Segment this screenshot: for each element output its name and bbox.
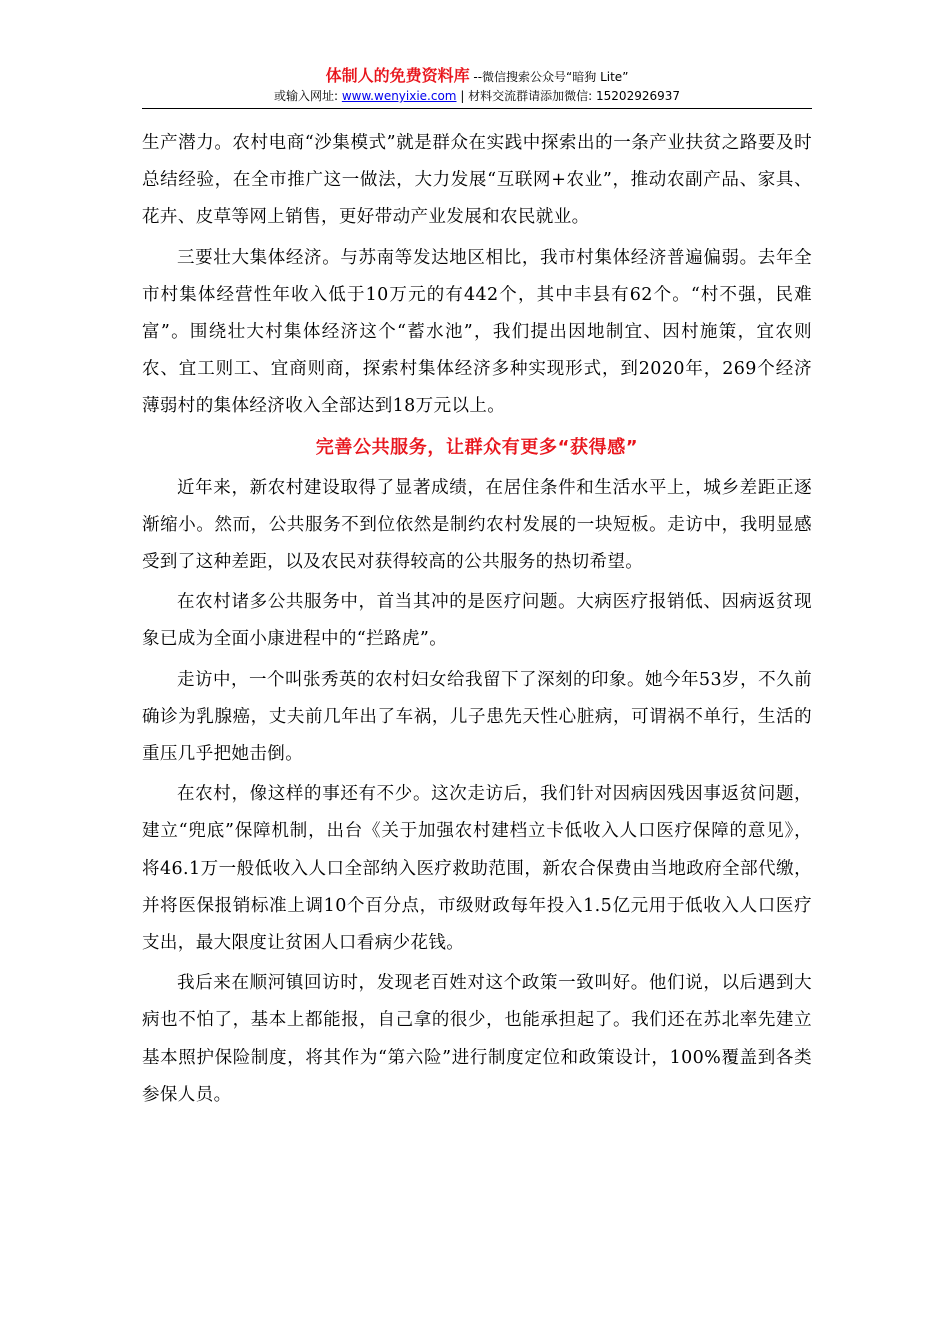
paragraph-continued: 生产潜力。农村电商“沙集模式”就是群众在实践中探索出的一条产业扶贫之路要及时总结经验，在全市推广这一做法，大力发展“互联网+农业”，推动农副产品、家具、花卉、皮草等网上销售，更好带动产业发展和农民就业。	[142, 133, 812, 228]
paragraph-case-story: 走访中，一个叫张秀英的农村妇女给我留下了深刻的印象。她今年53岁，不久前确诊为乳腺癌，丈夫前几年出了车祸，儿子患先天性心脏病，可谓祸不单行，生活的重压几乎把她击倒。	[142, 669, 812, 765]
header-brand: 体制人的免费资料库	[325, 66, 470, 85]
document-body	[142, 125, 812, 1117]
section-heading: 完善公共服务，让群众有更多“获得感”	[315, 436, 639, 458]
paragraph-medical-issue: 在农村诸多公共服务中，首当其冲的是医疗问题。大病医疗报销低、因病返贫现象已成为全面小康进程中的“拦路虎”。	[142, 592, 812, 650]
header-title-line	[142, 66, 812, 86]
page-header	[142, 66, 812, 105]
header-contact-line	[142, 87, 812, 105]
header-url-link[interactable]: www.wenyixie.com	[341, 89, 457, 103]
header-contact: | 材料交流群请添加微信: 15202926937	[456, 89, 681, 103]
header-divider	[142, 108, 812, 109]
header-url-prefix: 或输入网址:	[273, 89, 342, 103]
paragraph-collective-economy: 三要壮大集体经济。与苏南等发达地区相比，我市村集体经济普遍偏弱。去年全市村集体经营性年收入低于10万元的有442个，其中丰县有62个。“村不强，民难富”。围绕壮大村集体经济这个“蓄水池”，我们提出因地制宜、因村施策，宜农则农、宜工则工、宜商则商，探索村集体经济多种实现形式，到2020年，269个经济薄弱村的集体经济收入全部达到18万元以上。	[142, 247, 812, 417]
paragraph-public-services: 近年来，新农村建设取得了显著成绩，在居住条件和生活水平上，城乡差距正逐渐缩小。然而，公共服务不到位依然是制约农村发展的一块短板。走访中，我明显感受到了这种差距，以及农民对获得较高的公共服务的热切希望。	[142, 477, 812, 573]
paragraph-follow-up: 我后来在顺河镇回访时，发现老百姓对这个政策一致叫好。他们说，以后遇到大病也不怕了，基本上都能报，自己拿的很少，也能承担起了。我们还在苏北率先建立基本照护保险制度，将其作为“第六险”进行制度定位和政策设计，100%覆盖到各类参保人员。	[142, 973, 812, 1105]
paragraph-policy: 在农村，像这样的事还有不少。这次走访后，我们针对因病因残因事返贫问题，建立“兜底”保障机制，出台《关于加强农村建档立卡低收入人口医疗保障的意见》，将46.1万一般低收入人口全部纳入医疗救助范围，新农合保费由当地政府全部代缴，并将医保报销标准上调10个百分点，市级财政每年投入1.5亿元用于低收入人口医疗支出，最大限度让贫困人口看病少花钱。	[142, 784, 812, 954]
header-tagline: --微信搜索公众号“暗狗 Lite”	[469, 70, 629, 84]
